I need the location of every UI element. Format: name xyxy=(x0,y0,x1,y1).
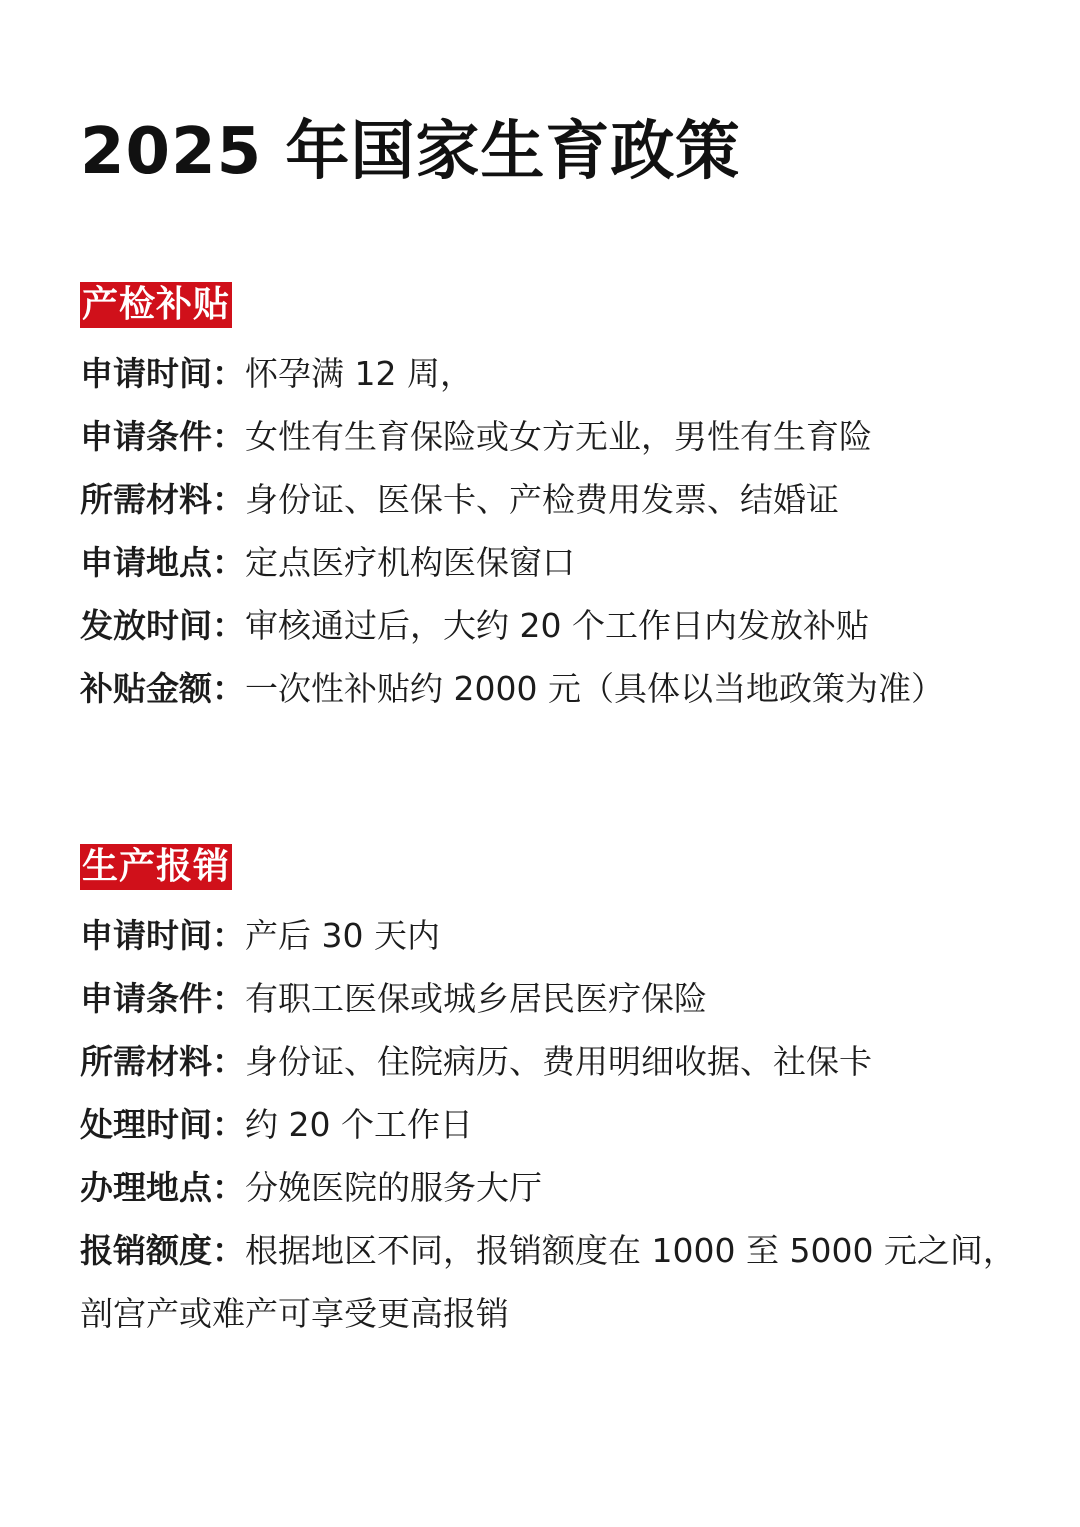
info-row-conditions xyxy=(80,405,1040,468)
row-label: 发放时间： xyxy=(80,606,245,645)
info-row-apply-time xyxy=(80,904,1040,967)
section-birth-reimbursement xyxy=(80,844,1040,1345)
row-value: 怀孕满 12 周， xyxy=(245,354,473,393)
info-row-amount xyxy=(80,657,1040,720)
row-value: 身份证、医保卡、产检费用发票、结婚证 xyxy=(245,480,839,519)
row-value: 分娩医院的服务大厅 xyxy=(245,1168,542,1207)
page-title: 2025 年国家生育政策 xyxy=(80,115,741,189)
info-row-apply-time xyxy=(80,342,1040,405)
row-label: 申请时间： xyxy=(80,354,245,393)
row-value: 审核通过后，大约 20 个工作日内发放补贴 xyxy=(245,606,869,645)
section-heading: 生产报销 xyxy=(80,844,232,890)
info-list xyxy=(80,342,1040,720)
row-label: 办理地点： xyxy=(80,1168,245,1207)
info-row-processing-time xyxy=(80,1093,1040,1156)
row-label: 申请时间： xyxy=(80,916,245,955)
row-label: 补贴金额： xyxy=(80,669,245,708)
section-heading: 产检补贴 xyxy=(80,282,232,328)
info-row-materials xyxy=(80,1030,1040,1093)
row-value: 产后 30 天内 xyxy=(245,916,440,955)
info-row-reimbursement-limit xyxy=(80,1219,1030,1345)
row-value: 女性有生育保险或女方无业，男性有生育险 xyxy=(245,417,872,456)
row-label: 报销额度： xyxy=(80,1231,245,1270)
row-value: 定点医疗机构医保窗口 xyxy=(245,543,575,582)
info-row-location xyxy=(80,531,1040,594)
info-row-materials xyxy=(80,468,1040,531)
row-label: 申请条件： xyxy=(80,417,245,456)
row-label: 申请条件： xyxy=(80,979,245,1018)
info-row-payout-time xyxy=(80,594,1040,657)
info-row-conditions xyxy=(80,967,1040,1030)
row-value: 有职工医保或城乡居民医疗保险 xyxy=(245,979,707,1018)
info-list xyxy=(80,904,1040,1345)
row-label: 申请地点： xyxy=(80,543,245,582)
row-value: 身份证、住院病历、费用明细收据、社保卡 xyxy=(245,1042,872,1081)
row-value: 根据地区不同，报销额度在 1000 至 5000 元之间，剖宫产或难产可享受更高报销 xyxy=(80,1231,1016,1333)
row-value: 约 20 个工作日 xyxy=(245,1105,473,1144)
section-prenatal-subsidy xyxy=(80,282,1040,720)
row-label: 所需材料： xyxy=(80,1042,245,1081)
row-label: 处理时间： xyxy=(80,1105,245,1144)
info-row-location xyxy=(80,1156,1040,1219)
row-value: 一次性补贴约 2000 元（具体以当地政策为准） xyxy=(245,669,944,708)
row-label: 所需材料： xyxy=(80,480,245,519)
